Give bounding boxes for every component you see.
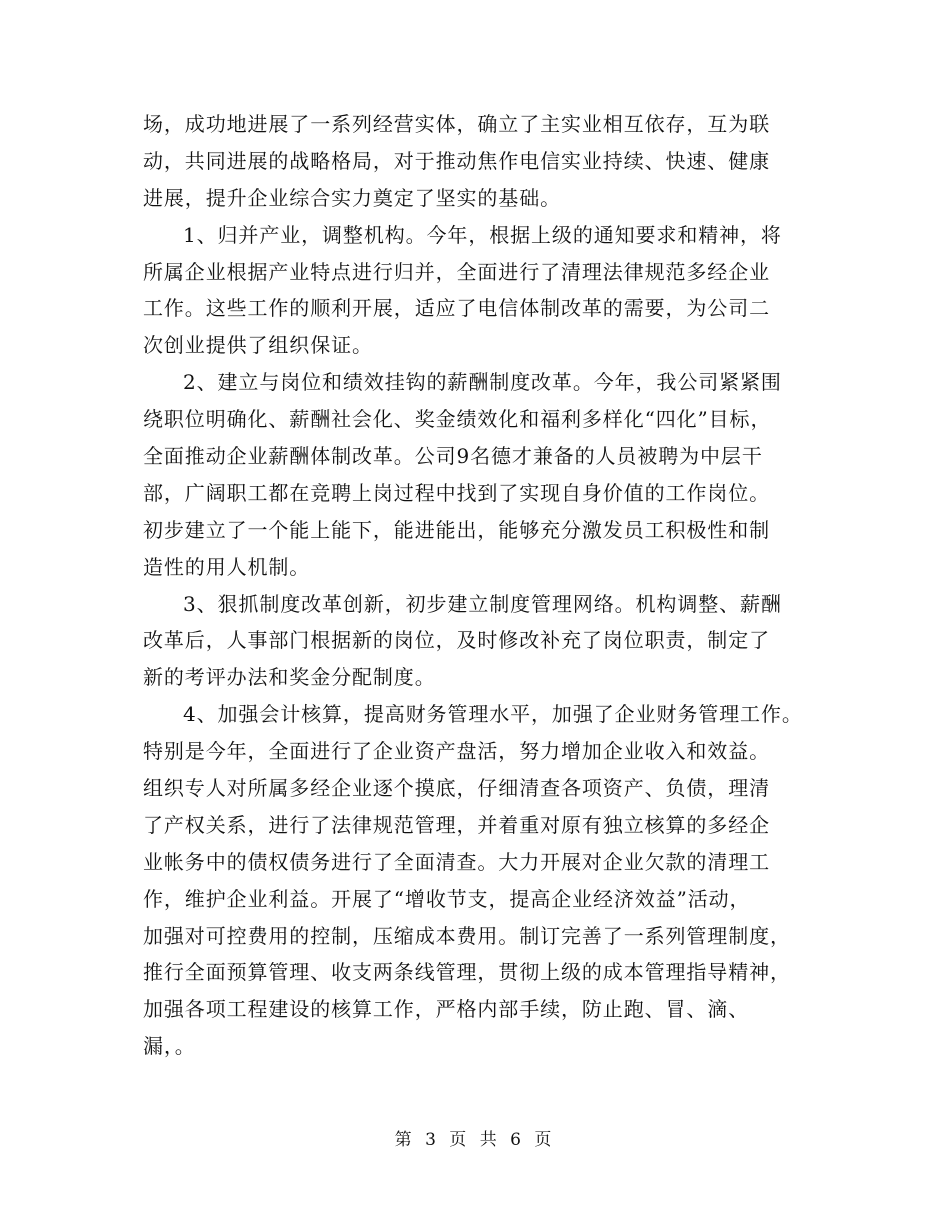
paragraph-first-line: 4、加强会计核算，提高财务管理水平，加强了企业财务管理工作。 <box>183 702 803 727</box>
paragraph-first-line: 3、狠抓制度改革创新，初步建立制度管理网络。机构调整、薪酬 <box>183 591 782 616</box>
paragraph-first-line: 1、归并产业，调整机构。今年，根据上级的通知要求和精神，将 <box>183 222 782 247</box>
text-line: 漏，。 <box>143 1034 196 1059</box>
text-line: 了产权关系，进行了法律规范管理，并着重对原有独立核算的多经企 <box>143 812 770 837</box>
text-line: 新的考评办法和奖金分配制度。 <box>143 665 436 690</box>
text-line: 绕职位明确化、薪酬社会化、奖金绩效化和福利多样化“四化”目标， <box>143 407 772 432</box>
text-line: 业帐务中的债权债务进行了全面清查。大力开展对企业欠款的清理工 <box>143 849 770 874</box>
text-line: 特别是今年，全面进行了企业资产盘活，努力增加企业收入和效益。 <box>143 739 770 764</box>
text-line: 造性的用人机制。 <box>143 554 311 579</box>
text-line: 全面推动企业薪酬体制改革。公司9名德才兼备的人员被聘为中层干 <box>143 444 763 469</box>
text-line: 所属企业根据产业特点进行归并，全面进行了清理法律规范多经企业 <box>143 259 770 284</box>
text-line: 改革后，人事部门根据新的岗位，及时修改补充了岗位职责，制定了 <box>143 628 770 653</box>
text-line: 加强对可控费用的控制，压缩成本费用。制订完善了一系列管理制度， <box>143 923 791 948</box>
text-line: 组织专人对所属多经企业逐个摸底，仔细清查各项资产、负债，理清 <box>143 776 770 801</box>
text-line: 加强各项工程建设的核算工作，严格内部手续，防止跑、冒、滴、 <box>143 997 750 1022</box>
text-line: 次创业提供了组织保证。 <box>143 333 373 358</box>
text-line: 进展，提升企业综合实力奠定了坚实的基础。 <box>143 185 561 210</box>
text-line: 场，成功地进展了一系列经营实体，确立了主实业相互依存，互为联 <box>143 112 770 136</box>
text-line: 工作。这些工作的顺利开展，适应了电信体制改革的需要，为公司二 <box>143 296 770 321</box>
text-line: 推行全面预算管理、收支两条线管理，贯彻上级的成本管理指导精神， <box>143 960 791 985</box>
text-line: 作，维护企业利益。开展了“增收节支，提高企业经济效益”活动， <box>143 886 751 911</box>
text-line: 部，广阔职工都在竞聘上岗过程中找到了实现自身价值的工作岗位。 <box>143 480 770 505</box>
text-line: 初步建立了一个能上能下，能进能出，能够充分激发员工积极性和制 <box>143 517 770 542</box>
document-body <box>143 106 813 1065</box>
page-number-footer: 第 3 页 共 6 页 <box>394 1130 556 1150</box>
paragraph-first-line: 2、建立与岗位和绩效挂钩的薪酬制度改革。今年，我公司紧紧围 <box>183 370 782 395</box>
text-line: 动，共同进展的战略格局，对于推动焦作电信实业持续、快速、健康 <box>143 148 770 173</box>
